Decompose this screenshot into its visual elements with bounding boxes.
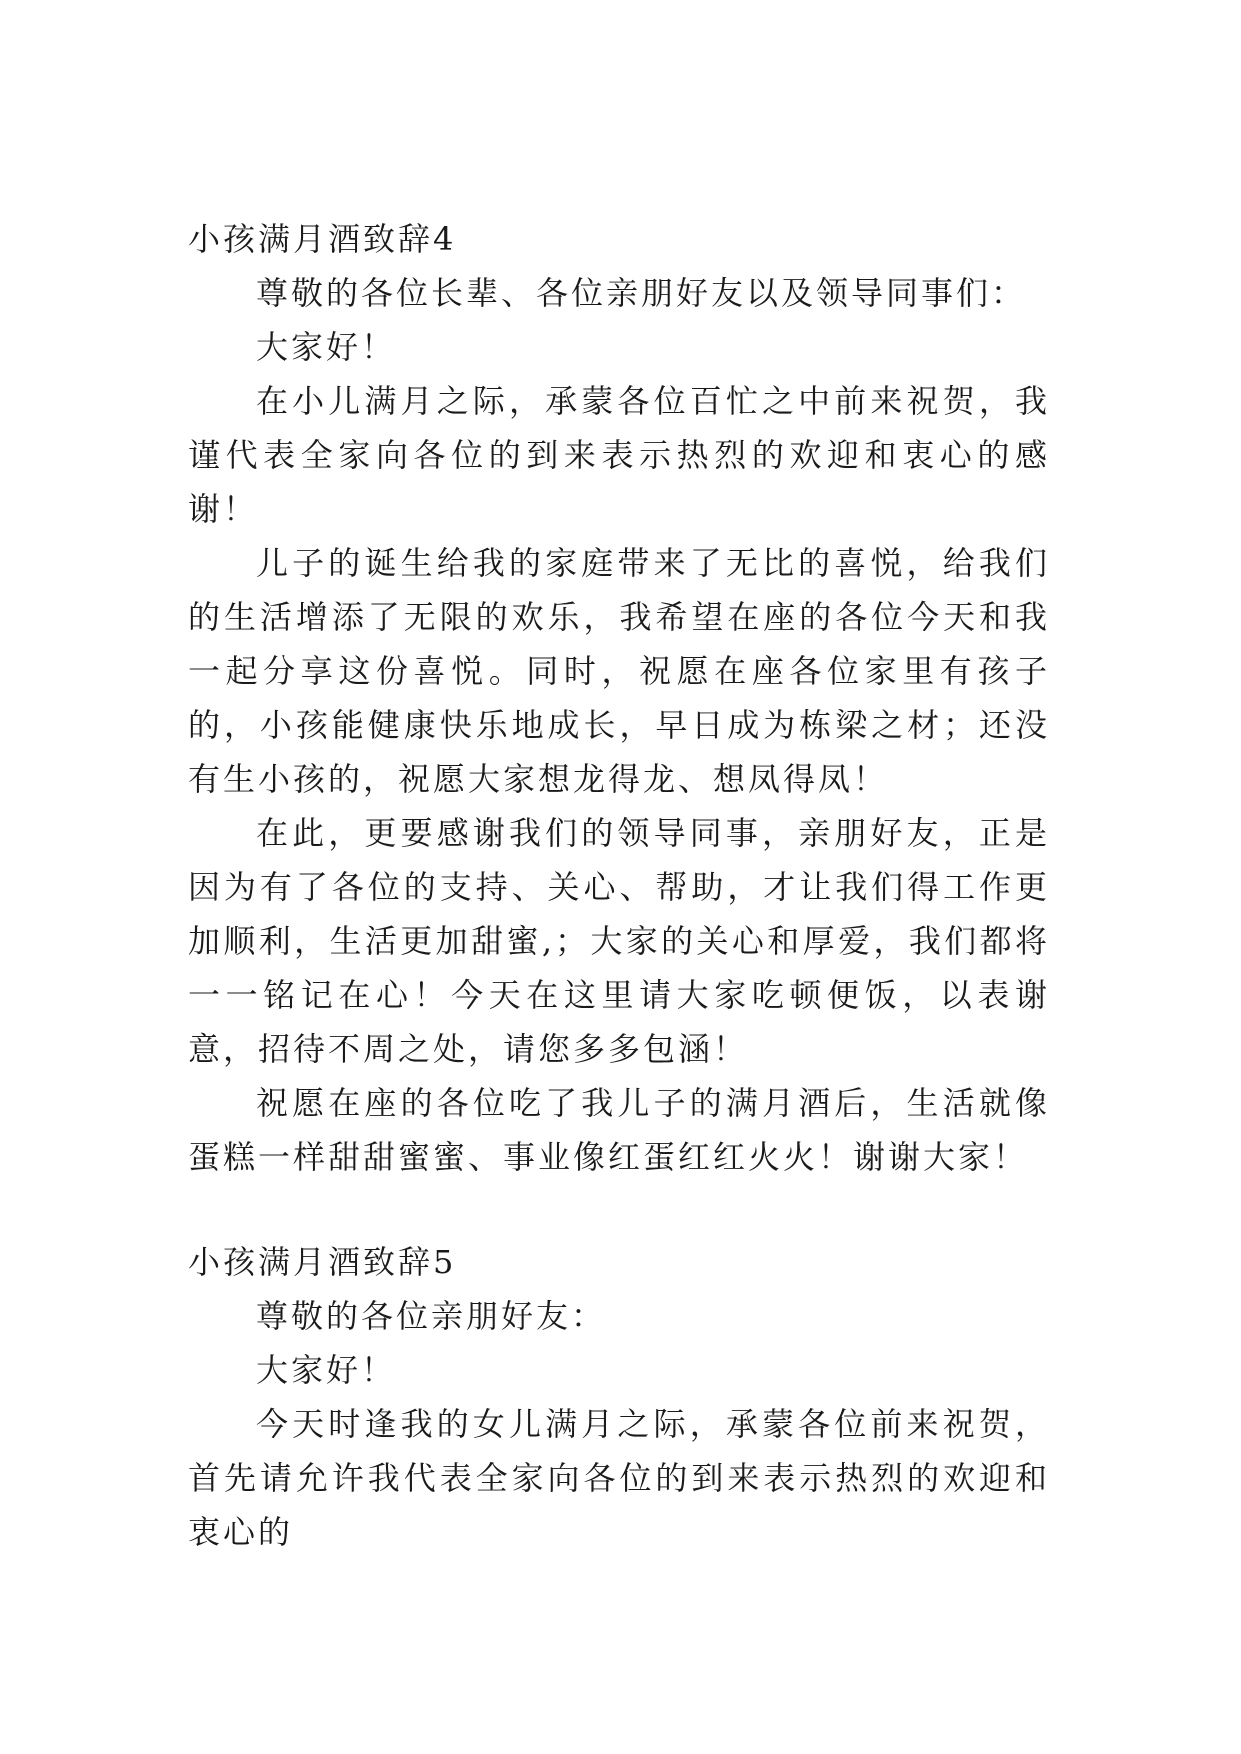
paragraph: 儿子的诞生给我的家庭带来了无比的喜悦，给我们的生活增添了无限的欢乐，我希望在座的各位今天和我一起分享这份喜悦。同时，祝愿在座各位家里有孩子的，小孩能健康快乐地成长，早日成为栋梁之材；还没有生小孩的，祝愿大家想龙得龙、想凤得凤！ [188, 544, 1050, 798]
section-spacer [188, 1184, 1050, 1235]
paragraph: 今天时逢我的女儿满月之际，承蒙各位前来祝贺，首先请允许我代表全家向各位的到来表示热烈的欢迎和衷心的 [188, 1405, 1050, 1551]
paragraph: 尊敬的各位亲朋好友： [256, 1297, 607, 1335]
section-title: 小孩满月酒致辞4 [188, 220, 457, 258]
paragraph: 大家好！ [256, 1351, 397, 1389]
speech-section-5 [188, 1235, 1050, 1559]
section-title: 小孩满月酒致辞5 [188, 1243, 457, 1281]
paragraph: 在小儿满月之际，承蒙各位百忙之中前来祝贺，我谨代表全家向各位的到来表示热烈的欢迎和衷心的感谢！ [188, 382, 1050, 528]
speech-section-4 [188, 212, 1050, 1184]
paragraph: 尊敬的各位长辈、各位亲朋好友以及领导同事们： [256, 274, 1027, 312]
paragraph: 在此，更要感谢我们的领导同事，亲朋好友，正是因为有了各位的支持、关心、帮助，才让我们得工作更加顺利，生活更加甜蜜,；大家的关心和厚爱，我们都将一一铭记在心！今天在这里请大家吃顿便饭，以表谢意，招待不周之处，请您多多包涵！ [188, 814, 1050, 1068]
paragraph: 大家好！ [256, 328, 397, 366]
paragraph: 祝愿在座的各位吃了我儿子的满月酒后，生活就像蛋糕一样甜甜蜜蜜、事业像红蛋红红火火！谢谢大家！ [188, 1084, 1050, 1176]
document-body [188, 212, 1050, 1559]
